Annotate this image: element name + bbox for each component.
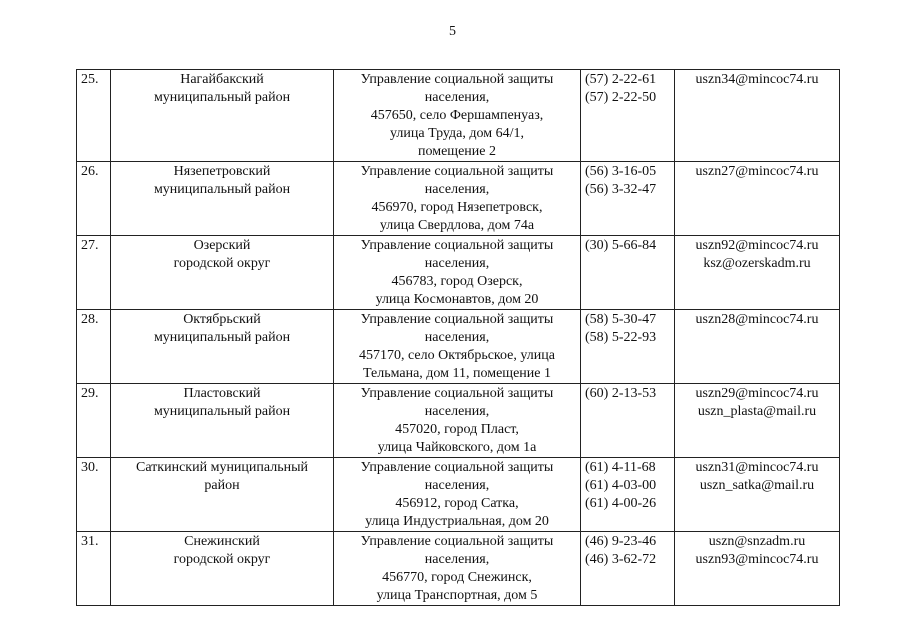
row-number: 28. — [77, 310, 111, 384]
district-name-line: городской округ — [173, 552, 271, 567]
phone-number: (61) 4-11-68 — [585, 460, 656, 475]
email-cell — [675, 532, 840, 606]
agency-address-line: 456970, город Нязепетровск, — [371, 200, 543, 215]
email-address: uszn28@mincoc74.ru — [695, 312, 819, 327]
agency-address-line: 456912, город Сатка, — [395, 496, 519, 511]
district-name-line: муниципальный район — [153, 330, 291, 345]
district-cell — [111, 162, 334, 236]
social-protection-table — [76, 69, 840, 606]
agency-address-line: Управление социальной защиты — [360, 534, 554, 549]
agency-address-line: улица Труда, дом 64/1, — [390, 126, 524, 141]
district-name-line: Октябрьский — [183, 312, 261, 327]
email-cell — [675, 162, 840, 236]
agency-address-line: Управление социальной защиты — [360, 312, 554, 327]
email-address: uszn34@mincoc74.ru — [695, 72, 819, 87]
table-row — [77, 532, 840, 606]
email-cell — [675, 236, 840, 310]
phone-number: (56) 3-16-05 — [585, 164, 657, 179]
phones-cell — [581, 162, 675, 236]
agency-address-line: улица Свердлова, дом 74а — [379, 218, 535, 233]
phone-number: (46) 9-23-46 — [585, 534, 657, 549]
district-cell — [111, 70, 334, 162]
agency-address-line: Управление социальной защиты — [360, 460, 554, 475]
district-name-line: муниципальный район — [153, 182, 291, 197]
agency-address-line: улица Космонавтов, дом 20 — [375, 292, 539, 307]
district-name-line: муниципальный район — [153, 90, 291, 105]
phones-cell — [581, 310, 675, 384]
district-cell — [111, 458, 334, 532]
phone-number: (58) 5-22-93 — [585, 330, 657, 345]
row-number: 29. — [77, 384, 111, 458]
email-cell — [675, 458, 840, 532]
email-address: ksz@ozerskadm.ru — [703, 256, 811, 271]
email-cell — [675, 384, 840, 458]
row-number: 30. — [77, 458, 111, 532]
page-number: 5 — [449, 24, 456, 39]
email-address: uszn31@mincoc74.ru — [695, 460, 819, 475]
row-number: 31. — [77, 532, 111, 606]
email-address: uszn_plasta@mail.ru — [697, 404, 817, 419]
row-number: 25. — [77, 70, 111, 162]
phone-number: (30) 5-66-84 — [585, 238, 657, 253]
row-number: 26. — [77, 162, 111, 236]
agency-cell — [334, 70, 581, 162]
phone-number: (57) 2-22-61 — [585, 72, 657, 87]
agency-cell — [334, 162, 581, 236]
table-row — [77, 70, 840, 162]
table-body — [77, 70, 840, 606]
phone-number: (61) 4-00-26 — [585, 496, 657, 511]
agency-address-line: Управление социальной защиты — [360, 164, 554, 179]
district-name-line: городской округ — [173, 256, 271, 271]
district-name-line: Нязепетровский — [173, 164, 271, 179]
agency-address-line: 457170, село Октябрьское, улица — [359, 348, 555, 363]
agency-address-line: 457650, село Фершампенуаз, — [370, 108, 544, 123]
email-cell — [675, 70, 840, 162]
district-name-line: Саткинский муниципальный — [135, 460, 308, 475]
agency-address-line: Тельмана, дом 11, помещение 1 — [363, 366, 551, 381]
row-number: 27. — [77, 236, 111, 310]
phone-number: (58) 5-30-47 — [585, 312, 657, 327]
phones-cell — [581, 70, 675, 162]
table-row — [77, 310, 840, 384]
table-row — [77, 162, 840, 236]
email-cell — [675, 310, 840, 384]
agency-address-line: населения, — [424, 552, 490, 567]
phone-number: (61) 4-03-00 — [585, 478, 657, 493]
phones-cell — [581, 458, 675, 532]
agency-address-line: улица Индустриальная, дом 20 — [365, 514, 549, 529]
agency-address-line: Управление социальной защиты — [360, 386, 554, 401]
agency-address-line: 457020, город Пласт, — [395, 422, 519, 437]
district-name-line: Озерский — [193, 238, 251, 253]
agency-address-line: населения, — [424, 182, 490, 197]
district-cell — [111, 532, 334, 606]
agency-address-line: улица Транспортная, дом 5 — [376, 588, 538, 603]
phones-cell — [581, 384, 675, 458]
agency-cell — [334, 236, 581, 310]
district-name-line: район — [204, 478, 240, 493]
phones-cell — [581, 236, 675, 310]
agency-cell — [334, 384, 581, 458]
table-row — [77, 236, 840, 310]
agency-cell — [334, 458, 581, 532]
agency-cell — [334, 310, 581, 384]
district-name-line: Снежинский — [184, 534, 260, 549]
email-address: uszn_satka@mail.ru — [699, 478, 815, 493]
agency-address-line: Управление социальной защиты — [360, 238, 554, 253]
agency-address-line: Управление социальной защиты — [360, 72, 554, 87]
phones-cell — [581, 532, 675, 606]
agency-address-line: населения, — [424, 90, 490, 105]
agency-address-line: населения, — [424, 478, 490, 493]
agency-address-line: населения, — [424, 404, 490, 419]
email-address: uszn93@mincoc74.ru — [695, 552, 819, 567]
email-address: uszn27@mincoc74.ru — [695, 164, 819, 179]
email-address: uszn@snzadm.ru — [708, 534, 806, 549]
table-row — [77, 384, 840, 458]
phone-number: (46) 3-62-72 — [585, 552, 657, 567]
email-address: uszn92@mincoc74.ru — [695, 238, 819, 253]
agency-address-line: 456770, город Снежинск, — [382, 570, 532, 585]
agency-address-line: населения, — [424, 256, 490, 271]
table-row — [77, 458, 840, 532]
district-name-line: муниципальный район — [153, 404, 291, 419]
agency-address-line: улица Чайковского, дом 1а — [377, 440, 537, 455]
agency-address-line: 456783, город Озерск, — [391, 274, 523, 289]
agency-cell — [334, 532, 581, 606]
district-name-line: Пластовский — [183, 386, 261, 401]
district-cell — [111, 236, 334, 310]
district-name-line: Нагайбакский — [180, 72, 264, 87]
district-cell — [111, 310, 334, 384]
phone-number: (56) 3-32-47 — [585, 182, 657, 197]
email-address: uszn29@mincoc74.ru — [695, 386, 819, 401]
phone-number: (57) 2-22-50 — [585, 90, 657, 105]
phone-number: (60) 2-13-53 — [585, 386, 657, 401]
district-cell — [111, 384, 334, 458]
agency-address-line: населения, — [424, 330, 490, 345]
agency-address-line: помещение 2 — [418, 144, 496, 159]
